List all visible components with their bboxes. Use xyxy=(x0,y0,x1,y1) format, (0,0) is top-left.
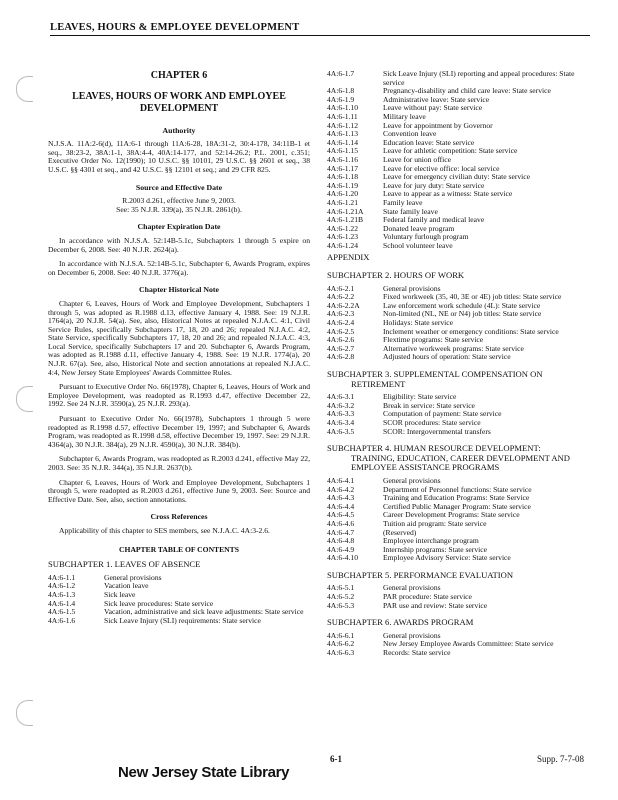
section-number: 4A:6-4.8 xyxy=(327,536,355,546)
section-number: 4A:6-1.21B xyxy=(327,215,364,225)
subchapter-title xyxy=(327,444,591,473)
section-number: 4A:6-4.1 xyxy=(327,475,355,485)
section-number: 4A:6-4.10 xyxy=(327,553,359,563)
section-title: Break in service: State service xyxy=(383,400,475,410)
section-number: 4A:6-3.5 xyxy=(327,426,355,436)
toc-entry xyxy=(327,122,591,131)
section-number: 4A:6-1.6 xyxy=(48,615,76,625)
section-title: Leave without pay: State service xyxy=(383,103,483,113)
history-paragraph: Chapter 6, Leaves, Hours of Work and Employee Development, Subchapters 1 through 5, were readopted as R.2003 d.261, effective June 9, 2003. See: Source and Effective Date. See, also, section annotations. xyxy=(48,477,310,504)
running-head: LEAVES, HOURS & EMPLOYEE DEVELOPMENT xyxy=(50,22,590,36)
toc-entry xyxy=(327,216,591,225)
section-title: Federal family and medical leave xyxy=(383,215,485,225)
toc-entry xyxy=(327,233,591,242)
section-title: Alternative workweek programs: State service xyxy=(383,343,524,353)
toc-entry xyxy=(327,190,591,199)
section-number: 4A:6-6.1 xyxy=(327,630,355,640)
source-heading: Source and Effective Date xyxy=(135,182,223,192)
section-title: Non-limited (NL, NE or N4) job titles: State service xyxy=(383,309,542,319)
section-number: 4A:6-3.3 xyxy=(327,409,355,419)
section-number: 4A:6-1.19 xyxy=(327,180,359,190)
section-number: 4A:6-5.2 xyxy=(327,592,355,602)
section-title: Law enforcement work schedule (4L): State service xyxy=(383,300,541,310)
section-title: Sick Leave Injury (SLI) requirements: State service xyxy=(104,615,261,625)
section-title: Leave for jury duty: State service xyxy=(383,180,485,190)
left-column xyxy=(48,70,310,625)
section-number: 4A:6-1.13 xyxy=(327,129,359,139)
section-number: 4A:6-1.21 xyxy=(327,197,359,207)
history-paragraph: Pursuant to Executive Order No. 66(1978), Subchapters 1 through 5 were readopted as R.1998 d.57, effective December 19, 1997; and Subchapter 6, Awards Program, was readopted as R.1998 d.58, effective December 19, 1997. See: 29 N.J.R. 4364(a), 30 N.J.R. 384(a), 29 N.J.R. 4590(a), 30 N.J.R. 384(b). xyxy=(48,414,310,449)
subchapter-entries xyxy=(327,632,591,658)
library-logo: New Jersey State Library xyxy=(118,764,290,781)
subchapter-title xyxy=(327,571,591,581)
section-number: 4A:6-1.15 xyxy=(327,146,359,156)
section-number: 4A:6-2.2A xyxy=(327,300,360,310)
toc-entry xyxy=(327,104,591,113)
toc-entry xyxy=(327,353,591,362)
subchapter-1-list xyxy=(48,574,310,626)
section-title: Leave for elective office: local service xyxy=(383,163,500,173)
section-title: Sick leave xyxy=(104,589,136,599)
section-title: Flextime programs: State service xyxy=(383,335,484,345)
section-title: General provisions xyxy=(383,630,441,640)
subchapter-title-text: SUBCHAPTER 5. PERFORMANCE EVALUATION xyxy=(327,569,514,580)
section-title: Holidays: State service xyxy=(383,318,454,328)
section-title: Tuition aid program: State service xyxy=(383,518,487,528)
page-number: 6-1 xyxy=(330,754,342,764)
toc-entry xyxy=(327,554,591,563)
subchapter-1-list-continued xyxy=(327,70,591,250)
toc-entry xyxy=(327,242,591,251)
subchapter-1-title: SUBCHAPTER 1. LEAVES OF ABSENCE xyxy=(48,559,201,570)
section-number: 4A:6-2.4 xyxy=(327,318,355,328)
history-paragraph: Subchapter 6, Awards Program, was readopted as R.2003 d.241, effective May 22, 2003. See: 35 N.J.R. 344(a), 35 N.J.R. 2637(b). xyxy=(48,454,310,472)
section-title: State family leave xyxy=(383,206,438,216)
right-column xyxy=(327,70,591,666)
expiration-paragraph: In accordance with N.J.S.A. 52:14B-5.1c, Subchapter 6, Awards Program, expires on December 6, 2008. See: 40 N.J.R. 3776(a). xyxy=(48,259,310,277)
section-title: Leave to appear as a witness: State service xyxy=(383,189,513,199)
section-number: 4A:6-1.22 xyxy=(327,223,359,233)
section-title: Eligibility: State service xyxy=(383,392,457,402)
section-number: 4A:6-2.6 xyxy=(327,335,355,345)
section-title: Employee interchange program xyxy=(383,536,479,546)
section-number: 4A:6-4.3 xyxy=(327,493,355,503)
section-number: 4A:6-6.3 xyxy=(327,648,355,658)
section-title: Vacation leave xyxy=(104,581,149,591)
section-title: Records: State service xyxy=(383,648,451,658)
subchapter-title xyxy=(327,271,591,281)
section-title: General provisions xyxy=(383,583,441,593)
toc-entry xyxy=(327,310,591,319)
subchapter-list xyxy=(327,271,591,658)
subchapter-entries xyxy=(327,477,591,563)
subchapter-title-text: SUBCHAPTER 2. HOURS OF WORK xyxy=(327,270,465,281)
section-number: 4A:6-6.2 xyxy=(327,639,355,649)
toc-heading: CHAPTER TABLE OF CONTENTS xyxy=(119,544,239,554)
section-title: General provisions xyxy=(383,283,441,293)
section-title: Military leave xyxy=(383,111,426,121)
section-title: General provisions xyxy=(104,572,162,582)
section-title: Employee Advisory Service: State service xyxy=(383,553,511,563)
toc-entry xyxy=(327,520,591,529)
section-number: 4A:6-1.23 xyxy=(327,232,359,242)
section-number: 4A:6-2.7 xyxy=(327,343,355,353)
section-number: 4A:6-1.7 xyxy=(327,69,355,78)
toc-entry xyxy=(48,582,310,591)
section-title: Internship programs: State service xyxy=(383,544,487,554)
section-title: Leave for appointment by Governor xyxy=(383,120,493,130)
section-number: 4A:6-5.1 xyxy=(327,583,355,593)
subchapter-title xyxy=(327,370,591,389)
binder-hole xyxy=(16,76,33,102)
section-number: 4A:6-5.3 xyxy=(327,600,355,610)
subchapter-title-text: SUBCHAPTER 4. HUMAN RESOURCE DEVELOPMENT: xyxy=(327,443,541,454)
section-number: 4A:6-1.1 xyxy=(48,572,76,582)
section-title: Leave for emergency civilian duty: State service xyxy=(383,172,531,182)
section-number: 4A:6-1.20 xyxy=(327,189,359,199)
section-number: 4A:6-1.24 xyxy=(327,240,359,250)
subchapter-entries xyxy=(327,393,591,436)
section-title: Certified Public Manager Program: State service xyxy=(383,501,531,511)
section-number: 4A:6-1.9 xyxy=(327,94,355,104)
section-number: 4A:6-1.11 xyxy=(327,111,358,121)
section-title: Department of Personnel functions: State service xyxy=(383,484,532,494)
section-number: 4A:6-1.8 xyxy=(327,86,355,96)
subchapter-entries xyxy=(327,285,591,362)
section-number: 4A:6-4.2 xyxy=(327,484,355,494)
source-line: R.2003 d.261, effective June 9, 2003. xyxy=(122,196,236,206)
section-number: 4A:6-2.2 xyxy=(327,292,355,302)
section-title: Voluntary furlough program xyxy=(383,232,469,242)
section-number: 4A:6-1.14 xyxy=(327,137,359,147)
cross-references-heading: Cross References xyxy=(150,512,208,522)
section-title: Fixed workweek (35, 40, 3E or 4E) job titles: State service xyxy=(383,292,562,302)
toc-entry xyxy=(327,649,591,658)
section-number: 4A:6-3.4 xyxy=(327,417,355,427)
section-number: 4A:6-1.4 xyxy=(48,598,76,608)
binder-hole xyxy=(16,386,33,412)
section-title: Leave for union office xyxy=(383,154,451,164)
section-number: 4A:6-2.3 xyxy=(327,309,355,319)
section-title: Leave for athletic competition: State service xyxy=(383,146,518,156)
section-title: Sick leave procedures: State service xyxy=(104,598,214,608)
subchapter-entries xyxy=(327,584,591,610)
toc-entry xyxy=(327,428,591,437)
appendix-label: APPENDIX xyxy=(327,252,370,263)
section-number: 4A:6-1.12 xyxy=(327,120,359,130)
section-title: SCOR: Intergovernmental transfers xyxy=(383,426,491,436)
subchapter-title-text: SUBCHAPTER 6. AWARDS PROGRAM xyxy=(327,617,474,628)
chapter-number: CHAPTER 6 xyxy=(150,70,208,81)
section-number: 4A:6-1.3 xyxy=(48,589,76,599)
section-number: 4A:6-2.1 xyxy=(327,283,355,293)
section-title: Administrative leave: State service xyxy=(383,94,490,104)
section-title: Inclement weather or emergency conditions: State service xyxy=(383,326,559,336)
section-title: Computation of payment: State service xyxy=(383,409,502,419)
supplement-date: Supp. 7-7-08 xyxy=(537,754,584,764)
cross-references-text: Applicability of this chapter to SES members, see N.J.A.C. 4A:3-2.6. xyxy=(59,525,270,535)
subchapter-title-continued: TRAINING, EDUCATION, CAREER DEVELOPMENT AND EMPLOYEE ASSISTANCE PROGRAMS xyxy=(351,452,570,473)
toc-entry xyxy=(327,199,591,208)
section-title: PAR use and review: State service xyxy=(383,600,488,610)
section-number: 4A:6-1.2 xyxy=(48,581,76,591)
toc-entry xyxy=(48,617,310,626)
section-number: 4A:6-1.17 xyxy=(327,163,359,173)
section-title: General provisions xyxy=(383,475,441,485)
binder-hole xyxy=(16,700,33,726)
toc-entry xyxy=(327,70,591,87)
section-title: Donated leave program xyxy=(383,223,455,233)
expiration-heading: Chapter Expiration Date xyxy=(137,222,221,232)
section-title: SCOR procedures: State service xyxy=(383,417,481,427)
section-title: (Reserved) xyxy=(383,527,417,537)
history-paragraph: Pursuant to Executive Order No. 66(1978), Chapter 6, Leaves, Hours of Work and Employee Development, was readopted as R.1993 d.47, effective December 22, 1992. See 24 N.J.R. 3590(a), 25 N.J.R. 293(a). xyxy=(48,382,310,409)
toc-entry xyxy=(327,602,591,611)
history-paragraph: Chapter 6, Leaves, Hours of Work and Employee Development, Subchapters 1 through 5, was adopted as R.1988 d.13, effective January 4, 1988. See: 19 N.J.R. 1764(a), 20 N.J.R. 54(a). See, also, Historical Notes at repealed N.J.A.C. 4:1, Civil Service Rules, specifically Subchapters 17, 18, 20 and 26; repealed N.J.A.C. 4:2, State Service, specifically Subchapters 17, 18, 20 and 26; and repealed N.J.A.C. 4:3, Local Service, specifically Subchapters 17 and 20. Subchapter 6, Awards Program, was adopted as R.1988 d.11, effective January 4, 1988. See: 19 N.J.R. 1774(a), 20 N.J.R. 67(a). See, also, Historical Note and section annotations at repealed N.J.A.C. 4:4, New Jersey State Employees' Awards Committee Rules. xyxy=(48,298,310,377)
section-number: 4A:6-2.5 xyxy=(327,326,355,336)
section-number: 4A:6-1.16 xyxy=(327,154,359,164)
toc-entry xyxy=(327,640,591,649)
section-title: Education leave: State service xyxy=(383,137,475,147)
authority-heading: Authority xyxy=(162,125,196,135)
section-title: Sick Leave Injury (SLI) reporting and appeal procedures: State service xyxy=(383,69,575,87)
section-title: Vacation, administrative and sick leave adjustments: State service xyxy=(104,607,304,617)
section-number: 4A:6-1.18 xyxy=(327,172,359,182)
subchapter-title-text: SUBCHAPTER 3. SUPPLEMENTAL COMPENSATION ON xyxy=(327,369,543,379)
section-number: 4A:6-2.8 xyxy=(327,352,355,362)
section-number: 4A:6-1.21A xyxy=(327,206,364,216)
section-number: 4A:6-4.7 xyxy=(327,527,355,537)
section-title: New Jersey Employee Awards Committee: State service xyxy=(383,639,554,649)
source-line: See: 35 N.J.R. 339(a), 35 N.J.R. 2861(b). xyxy=(116,204,242,214)
subchapter-title-continued: RETIREMENT xyxy=(351,378,406,389)
section-number: 4A:6-3.2 xyxy=(327,400,355,410)
section-title: Family leave xyxy=(383,197,423,207)
section-number: 4A:6-4.6 xyxy=(327,518,355,528)
subchapter-title xyxy=(327,618,591,628)
history-heading: Chapter Historical Note xyxy=(139,285,219,295)
section-number: 4A:6-4.5 xyxy=(327,510,355,520)
section-number: 4A:6-1.10 xyxy=(327,103,359,113)
section-number: 4A:6-3.1 xyxy=(327,392,355,402)
toc-entry xyxy=(327,147,591,156)
toc-entry xyxy=(48,574,310,583)
section-number: 4A:6-4.4 xyxy=(327,501,355,511)
section-title: Career Development Programs: State service xyxy=(383,510,520,520)
section-number: 4A:6-4.9 xyxy=(327,544,355,554)
section-title: Training and Education Programs: State Service xyxy=(383,493,530,503)
expiration-paragraph: In accordance with N.J.S.A. 52:14B-5.1c, Subchapters 1 through 5 expire on December 6, 2008. See: 40 N.J.R. 2624(a). xyxy=(48,235,310,254)
chapter-title: LEAVES, HOURS OF WORK AND EMPLOYEE DEVELOPMENT xyxy=(72,90,286,114)
section-number: 4A:6-1.5 xyxy=(48,607,76,617)
section-title: PAR procedure: State service xyxy=(383,592,472,602)
section-title: Pregnancy-disability and child care leave: State service xyxy=(383,86,551,96)
authority-text: N.J.S.A. 11A:2-6(d), 11A:6-1 through 11A:6-28, 18A:31-2, 30:4-178, 34:11B-1 et seq., 38:23-2, 38A:1-1, 38A:4-4, 40A:14-177, and 52:14-26.2; P.L. 2001, c.351; Executive Order No. 12(1990); 10 U.S.C. §§ 10101, 29 U.S.C. §§ 2601 et seq., 38 U.S.C. §§ 4301 et seq., and 42 U.S.C. §§ 12101 et seq.; and 29 CFR 825. xyxy=(48,139,310,174)
section-title: School volunteer leave xyxy=(383,240,453,250)
section-title: Adjusted hours of operation: State service xyxy=(383,352,511,362)
section-title: Convention leave xyxy=(383,129,437,139)
